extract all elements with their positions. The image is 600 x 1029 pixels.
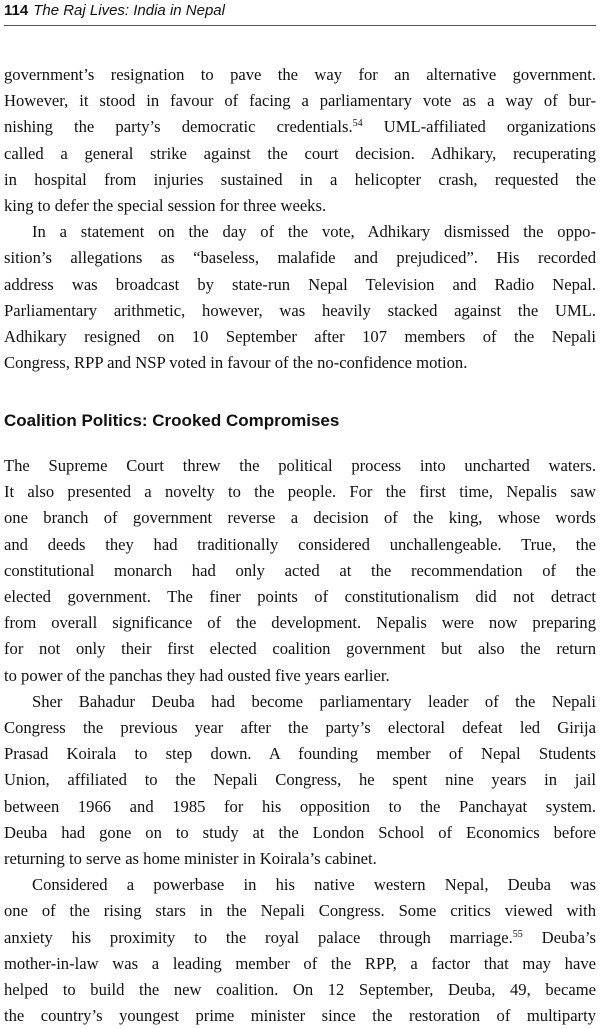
text-line: in hospital from injuries sustained in a helicopter crash, requested the xyxy=(4,169,596,189)
text-line: king to defer the special session for three weeks. xyxy=(4,196,327,216)
text-line: address was broadcast by state-run Nepal Television and Radio Nepal. xyxy=(4,274,596,294)
text-line: Congress the previous year after the party’s electoral defeat led Girija xyxy=(4,718,596,738)
running-head xyxy=(4,0,596,24)
text-line: Deuba had gone on to study at the London School of Economics before xyxy=(4,822,596,842)
section-heading: Coalition Politics: Crooked Compromises xyxy=(4,411,340,430)
paragraph xyxy=(4,219,596,376)
text-line: It also presented a novelty to the people. For the first time, Nepalis saw xyxy=(4,482,596,502)
text-line: constitutional monarch had only acted at the recommendation of the xyxy=(4,560,596,580)
text-line: Union, affiliated to the Nepali Congress, he spent nine years in jail xyxy=(4,770,596,790)
paragraph xyxy=(4,689,596,872)
running-title: The Raj Lives: India in Nepal xyxy=(33,2,225,19)
text-line: The Supreme Court threw the political process into uncharted waters. xyxy=(4,456,596,475)
text-line: Prasad Koirala to step down. A founding member of Nepal Students xyxy=(4,744,596,764)
text-line: between 1966 and 1985 for his opposition to the Panchayat system. xyxy=(4,796,596,816)
header-rule xyxy=(4,25,596,26)
text-line: Parliamentary arithmetic, however, was heavily stacked against the UML. xyxy=(4,300,596,320)
text-line: Considered a powerbase in his native western Nepal, Deuba was xyxy=(32,875,596,895)
text-line: Sher Bahadur Deuba had become parliamentary leader of the Nepali xyxy=(32,691,596,711)
text-line: nishing the party’s democratic credentials.$^{54}$ UML-affiliated organizations xyxy=(4,117,596,137)
text-line: sition’s allegations as “baseless, malafide and prejudiced”. His recorded xyxy=(4,248,596,268)
footnote-marker: 54 xyxy=(352,118,363,130)
text-line: the country’s youngest prime minister since the restoration of multiparty xyxy=(4,1006,596,1026)
text-line: However, it stood in favour of facing a parliamentary vote as a way of bur- xyxy=(4,91,596,111)
text-line: to power of the panchas they had ousted five years earlier. xyxy=(4,665,390,685)
text-line: In a statement on the day of the vote, Adhikary dismissed the oppo- xyxy=(32,222,596,242)
text-line: mother-in-law was a leading member of the RPP, a factor that may have xyxy=(4,953,596,973)
text-line: anxiety his proximity to the royal palace through marriage.$^{55}$ Deuba’s xyxy=(4,927,596,947)
paragraph xyxy=(4,62,596,219)
text-line: returning to serve as home minister in Koirala’s cabinet. xyxy=(4,849,377,869)
text-line: government’s resignation to pave the way for an alternative government. xyxy=(4,65,596,84)
text-line: one of the rising stars in the Nepali Congress. Some critics viewed with xyxy=(4,901,596,921)
text-line: for not only their first elected coalition government but also the return xyxy=(4,639,596,659)
page-number: 114 xyxy=(4,2,29,19)
text-line: elected government. The finer points of constitutionalism did not detract xyxy=(4,587,596,607)
text-line: and deeds they had traditionally considered unchallengeable. True, the xyxy=(4,534,596,554)
text-line: one branch of government reverse a decision of the king, whose words xyxy=(4,508,596,528)
text-line: from overall significance of the development. Nepalis were now preparing xyxy=(4,613,596,633)
text-line: Adhikary resigned on 10 September after 107 members of the Nepali xyxy=(4,327,596,347)
text-line: helped to build the new coalition. On 12 September, Deuba, 49, became xyxy=(4,980,596,1000)
section-1-body xyxy=(4,62,596,376)
paragraph xyxy=(4,872,596,1029)
section-2-body xyxy=(4,453,596,1029)
footnote-marker: 55 xyxy=(512,928,523,940)
paragraph xyxy=(4,453,596,689)
text-line: called a general strike against the court decision. Adhikary, recuperating xyxy=(4,143,596,163)
text-line: Congress, RPP and NSP voted in favour of the no-confidence motion. xyxy=(4,353,468,373)
